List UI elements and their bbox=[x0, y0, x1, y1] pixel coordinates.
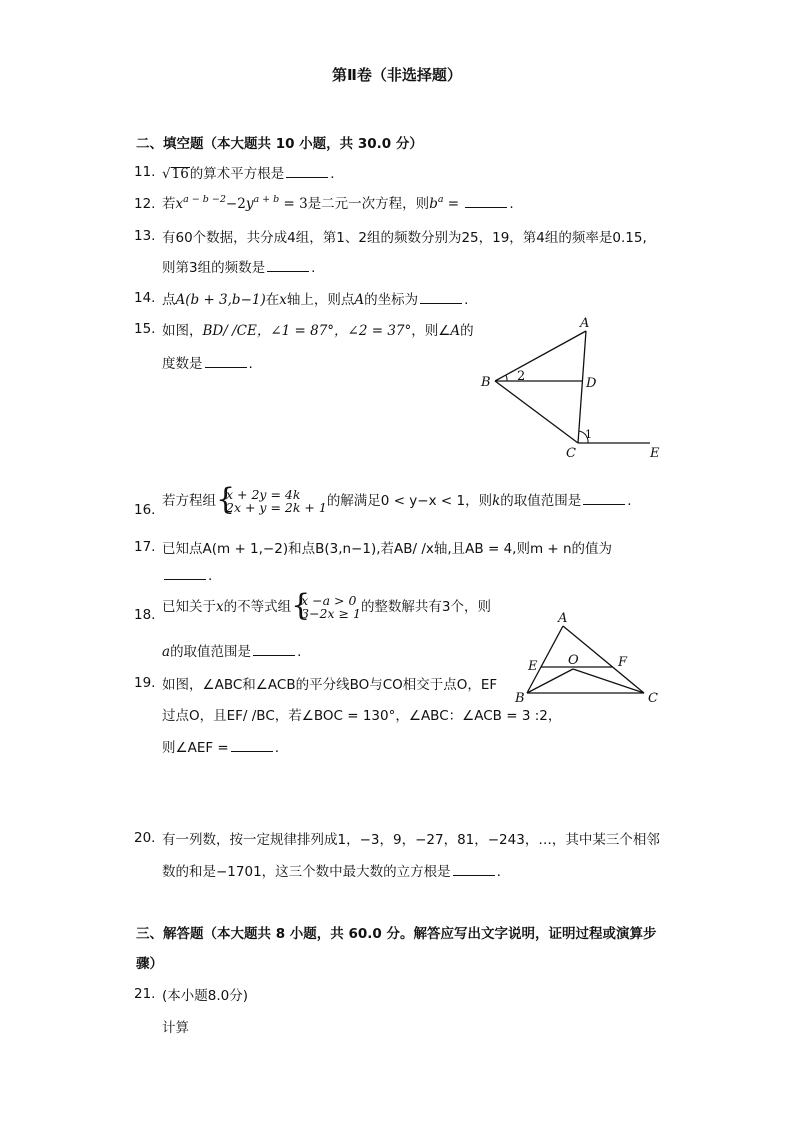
part-title: 第Ⅱ卷（非选择题） bbox=[332, 66, 462, 84]
q19-number: 19. bbox=[134, 675, 156, 691]
label-angle-1: 1 bbox=[585, 428, 592, 441]
q11-radicand: 16 bbox=[171, 166, 189, 182]
segment-BC bbox=[495, 381, 578, 443]
q16-system: { x + 2y = 4k 2x + y = 2k + 1 bbox=[216, 482, 327, 517]
q11-number: 11. bbox=[134, 164, 156, 180]
label-E: E bbox=[650, 446, 660, 461]
label-B: B bbox=[481, 375, 491, 390]
answer-blank[interactable] bbox=[205, 355, 247, 368]
section-3-heading-line1: 三、解答题（本大题共 8 小题，共 60.0 分。解答应写出文字说明，证明过程或演算步 bbox=[136, 926, 657, 942]
q14-number: 14. bbox=[134, 290, 156, 306]
angle-2-arc bbox=[506, 375, 507, 381]
q17-number: 17. bbox=[134, 539, 156, 555]
q14-text: 点A(b + 3,b−1)在x轴上，则点A的坐标为 . bbox=[162, 292, 469, 308]
answer-blank[interactable] bbox=[286, 165, 328, 178]
q19-line3: 则∠AEF = . bbox=[162, 740, 280, 756]
label-A: A bbox=[580, 316, 590, 331]
answer-blank[interactable] bbox=[267, 259, 309, 272]
q11-text: √16的算术平方根是 . bbox=[162, 166, 335, 182]
q15-line2: 度数是 . bbox=[162, 356, 253, 372]
q21-task: 计算 bbox=[162, 1020, 189, 1036]
q19-line2: 过点O，且EF/ /BC，若∠BOC = 130°，∠ABC：∠ACB = 3 :2， bbox=[162, 708, 562, 724]
q18-system: { x −a > 0 3−2x ≥ 1 bbox=[291, 588, 361, 623]
label-F: F bbox=[618, 655, 628, 670]
q13-number: 13. bbox=[134, 228, 156, 244]
label-A: A bbox=[558, 611, 568, 626]
answer-blank[interactable] bbox=[231, 739, 273, 752]
q16-text: 若方程组 { x + 2y = 4k 2x + y = 2k + 1 的解满足0 < y−x < 1，则k的取值范围是 . bbox=[162, 482, 632, 517]
answer-blank[interactable] bbox=[253, 643, 295, 656]
label-angle-2: 2 bbox=[517, 369, 526, 384]
label-O: O bbox=[568, 653, 579, 668]
segment-AB bbox=[495, 331, 586, 381]
label-C: C bbox=[566, 446, 576, 461]
label-D: D bbox=[586, 376, 597, 391]
answer-blank[interactable] bbox=[453, 863, 495, 876]
answer-blank[interactable] bbox=[583, 492, 625, 505]
q19-figure bbox=[510, 608, 670, 708]
q17-line2: . bbox=[162, 567, 212, 584]
q21-score: (本小题8.0分) bbox=[162, 988, 249, 1004]
section-3-heading-line2: 骤） bbox=[136, 956, 163, 972]
answer-blank[interactable] bbox=[465, 195, 507, 208]
q18-number: 18. bbox=[134, 607, 156, 623]
q15-line1: 如图，BD/ /CE，∠1 = 87°，∠2 = 37°，则∠A的 bbox=[162, 323, 474, 339]
q15-figure bbox=[470, 312, 670, 462]
q17-line1: 已知点A(m + 1,−2)和点B(3,n−1),若AB/ /x轴,且AB = 4,则m + n的值为 bbox=[162, 541, 613, 557]
q12-number: 12. bbox=[134, 196, 156, 212]
q15-number: 15. bbox=[134, 321, 156, 337]
answer-blank[interactable] bbox=[164, 567, 206, 580]
q16-number: 16. bbox=[134, 502, 156, 518]
q19-line1: 如图，∠ABC和∠ACB的平分线BO与CO相交于点O，EF bbox=[162, 677, 498, 693]
q12-text: 若$x^{a - b -2}-2y^{a + b} = 3$是二元一次方程，则$b^a$ = . bbox=[162, 194, 514, 212]
q21-number: 21. bbox=[134, 986, 156, 1002]
q13-line1: 有60个数据，共分成4组，第1、2组的频数分别为25，19，第4组的频率是0.15, bbox=[162, 230, 647, 246]
q20-line2: 数的和是−1701，这三个数中最大数的立方根是 . bbox=[162, 864, 501, 880]
label-B: B bbox=[515, 691, 525, 706]
label-E: E bbox=[528, 659, 538, 674]
q20-line1: 有一列数，按一定规律排列成1，−3，9，−27，81，−243，…，其中某三个相邻 bbox=[162, 832, 660, 848]
segment-AC bbox=[578, 331, 586, 443]
q13-line2: 则第3组的频数是 . bbox=[162, 260, 316, 276]
q18-line2: a的取值范围是 . bbox=[162, 644, 302, 660]
q18-line1: 已知关于x的不等式组 { x −a > 0 3−2x ≥ 1 的整数解共有3个，则 bbox=[162, 588, 492, 623]
answer-blank[interactable] bbox=[420, 291, 462, 304]
segment-CO bbox=[573, 669, 644, 693]
q20-number: 20. bbox=[134, 830, 156, 846]
section-2-heading: 二、填空题（本大题共 10 小题，共 30.0 分） bbox=[136, 136, 423, 152]
label-C: C bbox=[648, 691, 658, 706]
